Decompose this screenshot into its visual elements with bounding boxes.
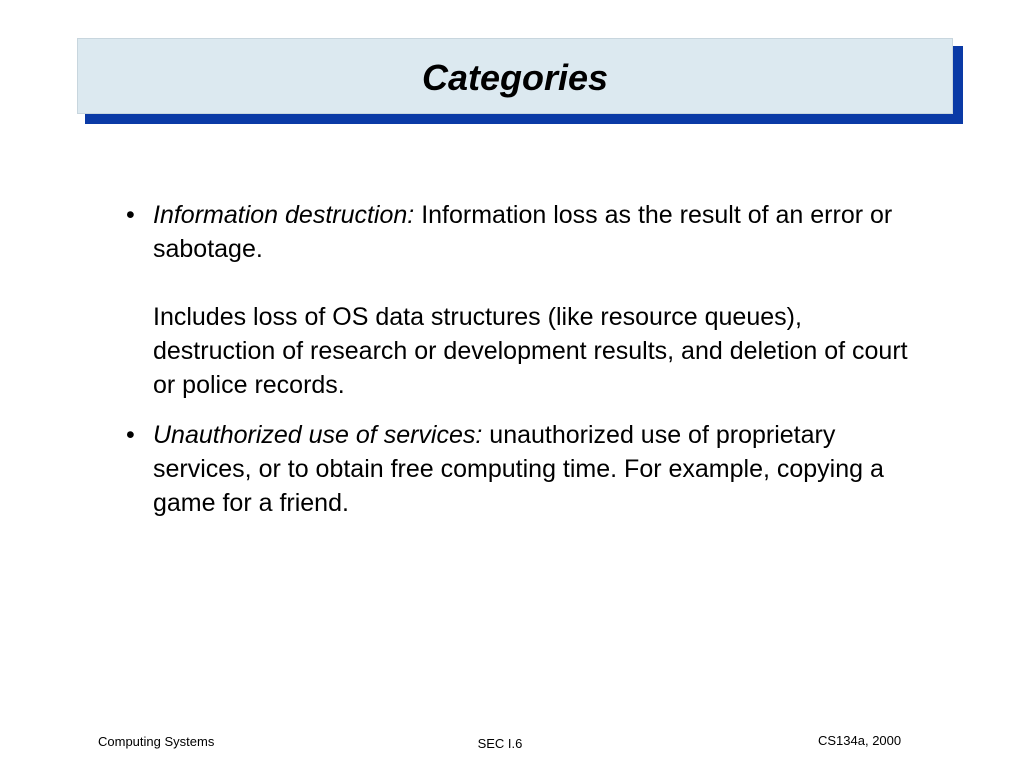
bullet-extra-paragraph: Includes loss of OS data structures (like resource queues), destruction of research or development results, and deletion of court or police records. [153, 303, 908, 399]
bullet-text: unauthorized use of proprietary services, or to obtain free computing time. For example, copying a game for a friend. [153, 421, 884, 517]
slide-title: Categories [421, 57, 609, 98]
bullet-term: Unauthorized use of services: [153, 421, 483, 449]
bullet-item-unauthorized-use [120, 418, 910, 520]
title-box [77, 38, 953, 114]
bullet-term: Information destruction: [153, 201, 415, 229]
bullet-marker: • [126, 201, 135, 229]
bullet-text: Information loss as the result of an error or sabotage. [153, 201, 893, 263]
footer-slide-number: SEC I.6 [477, 736, 523, 751]
bullet-marker: • [126, 421, 135, 449]
bullet-list [120, 198, 910, 520]
paragraph-gap [153, 266, 910, 300]
bullet-item-information-destruction [120, 198, 910, 402]
footer-course-year: CS134a, 2000 [818, 733, 902, 748]
footer-course-name: Computing Systems [98, 734, 215, 749]
